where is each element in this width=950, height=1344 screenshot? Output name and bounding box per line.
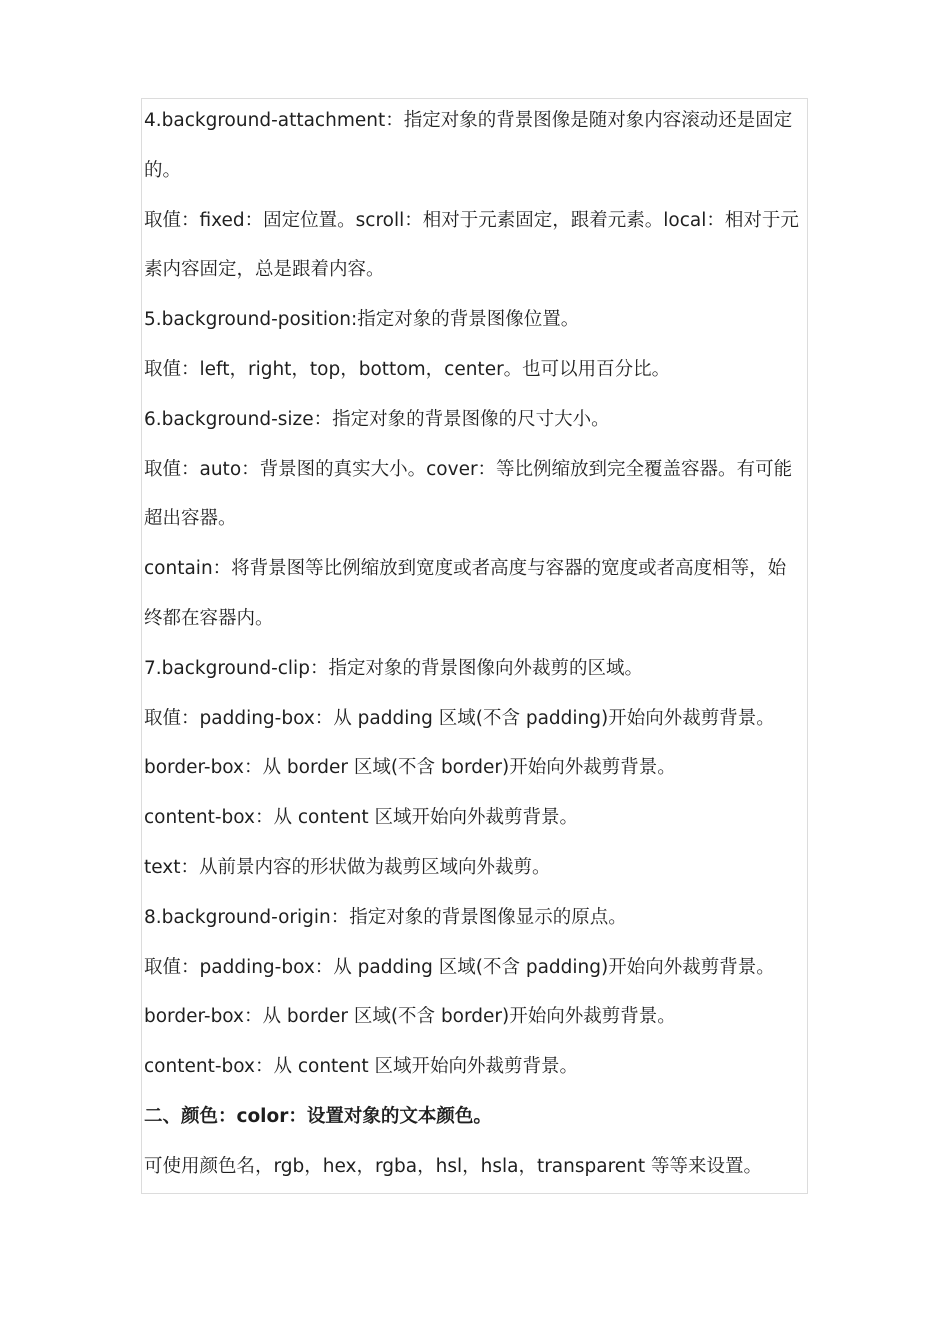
text-line: content-box：从 content 区域开始向外裁剪背景。 xyxy=(144,807,579,829)
text-line: 8.background-origin：指定对象的背景图像显示的原点。 xyxy=(144,906,627,928)
section-heading: 二、颜色：color：设置对象的文本颜色。 xyxy=(144,1105,492,1127)
text-line: 取值：fixed：固定位置。scroll：相对于元素固定，跟着元素。local：相对于元 xyxy=(144,209,799,231)
text-line: 的。 xyxy=(144,159,182,181)
text-line: 6.background-size：指定对象的背景图像的尺寸大小。 xyxy=(144,408,610,430)
text-line: 超出容器。 xyxy=(144,508,237,530)
text-line: 可使用颜色名，rgb，hex，rgba，hsl，hsla，transparent 等等来设置。 xyxy=(144,1155,763,1177)
text-line: 取值：left，right，top，bottom，center。也可以用百分比。 xyxy=(144,358,671,380)
text-line: border-box：从 border 区域(不含 border)开始向外裁剪背景。 xyxy=(144,1006,676,1028)
text-line: content-box：从 content 区域开始向外裁剪背景。 xyxy=(144,1056,579,1078)
text-line: 5.background-position:指定对象的背景图像位置。 xyxy=(144,309,580,331)
text-line: 取值：auto：背景图的真实大小。cover：等比例缩放到完全覆盖容器。有可能 xyxy=(144,458,793,480)
text-line: 素内容固定，总是跟着内容。 xyxy=(144,259,385,281)
text-line: text：从前景内容的形状做为裁剪区域向外裁剪。 xyxy=(144,856,551,878)
document-body xyxy=(144,96,808,1192)
text-line: 取值：padding-box：从 padding 区域(不含 padding)开始向外裁剪背景。 xyxy=(144,956,775,978)
text-line: 7.background-clip：指定对象的背景图像向外裁剪的区域。 xyxy=(144,657,643,679)
text-line: 取值：padding-box：从 padding 区域(不含 padding)开始向外裁剪背景。 xyxy=(144,707,775,729)
text-line: border-box：从 border 区域(不含 border)开始向外裁剪背景。 xyxy=(144,757,676,779)
text-line: 终都在容器内。 xyxy=(144,607,274,629)
text-line: 4.background-attachment：指定对象的背景图像是随对象内容滚动还是固定 xyxy=(144,110,793,131)
text-line: contain：将背景图等比例缩放到宽度或者高度与容器的宽度或者高度相等，始 xyxy=(144,558,787,580)
